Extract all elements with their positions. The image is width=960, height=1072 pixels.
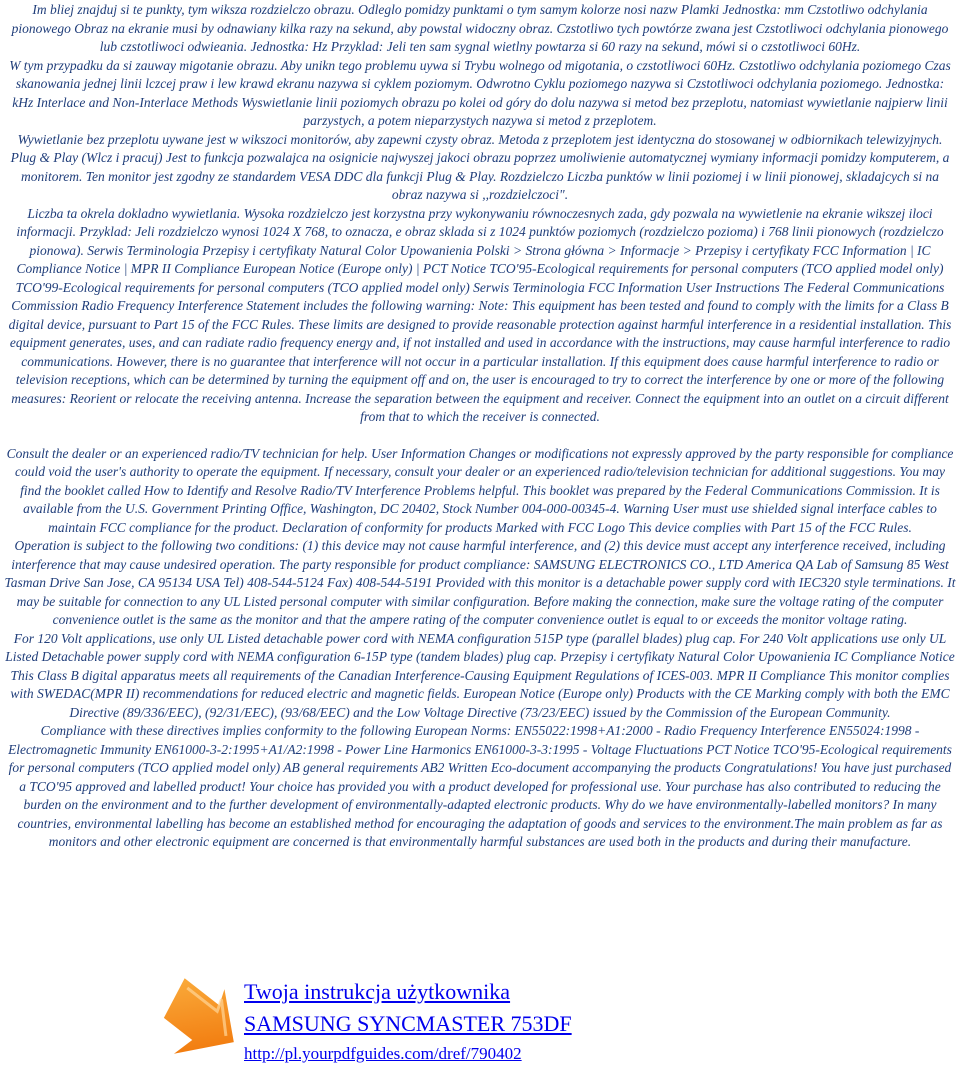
guide-url-link[interactable]: http://pl.yourpdfguides.com/dref/790402 bbox=[244, 1044, 522, 1063]
paragraph-3: Wywietlanie bez przeplotu uywane jest w wikszoci monitorów, aby zapewni czysty obraz. Metoda z przeplotem jest identyczna do stosowanej w odbiornikach telewizyjnych. Plug & Play (Wlcz i pracuj) Jest to funkcja pozwalajca na osignicie najwyszej jakoci obrazu poprzez umoliwienie automatycznej wymiany informacji pomidzy komputerem, a monitorem. Ten monitor jest zgodny ze standardem VESA DDC dla funkcji Plug & Play. Rozdzielczo Liczba punktów w linii poziomej i w linii pionowej, skladajcych si na obraz nazywa si ,,rozdzielczoci". bbox=[10, 131, 950, 202]
paragraph-7: For 120 Volt applications, use only UL Listed detachable power cord with NEMA configuration 515P type (parallel blades) plug cap. For 240 Volt applications use only UL Listed Detachable power supply cord with NEMA configuration 6-15P type (tandem blades) plug cap. Przepisy i certyfikaty Natural Color Upowanienia IC Compliance Notice This Class B digital apparatus meets all requirements of the Canadian Interference-Causing Equipment Regulations of ICES-003. MPR II Compliance This monitor complies with SWEDAC(MPR II) recommendations for reduced electric and magnetic fields. European Notice (Europe only) Products with the CE Marking comply with both the EMC Directive (89/336/EEC), (92/31/EEC), (93/68/EEC) and the Low Voltage Directive (73/23/EEC) issued by the Commission of the European Community. bbox=[5, 630, 955, 720]
paragraph-6: Operation is subject to the following two conditions: (1) this device may not cause harmful interference, and (2) this device must accept any interference received, including interference that may cause undesired operation. The party responsible for product compliance: SAMSUNG ELECTRONICS CO., LTD America QA Lab of Samsung 85 West Tasman Drive San Jose, CA 95134 USA Tel) 408-544-5124 Fax) 408-544-5191 Provided with this monitor is a detachable power supply cord with IEC320 style terminations. It may be suitable for connection to any UL Listed personal computer with similar configuration. Before making the connection, make sure the voltage rating of the computer convenience outlet is the same as the monitor and that the ampere rating of the computer convenience outlet is equal to or exceeds the monitor voltage rating. bbox=[4, 538, 956, 627]
footer-links bbox=[155, 977, 855, 1069]
document-body bbox=[4, 1, 956, 852]
manual-title-link[interactable]: Twoja instrukcja użytkownika bbox=[244, 979, 511, 1004]
paragraph-2: W tym przypadku da si zauway migotanie obrazu. Aby unikn tego problemu uywa si Trybu wolnego od migotania, o czstotliwoci 60Hz. Czstotliwo odchylania poziomego Czas skanowania jednej linii lczcej praw i lew krawd ekranu nazywa si cyklem poziomym. Odwrotno Cyklu poziomego nazywa si Czstotliwoci odchylania poziomego. Jednostka: kHz Interlace and Non-Interlace Methods Wyswietlanie linii poziomych obrazu po kolei od góry do dolu nazywa si metod bez przeplotu, natomiast wywietlanie najpierw linii parzystych, a potem nieparzystych nazywa si metod z przeplotem. bbox=[9, 57, 951, 128]
paragraph-1: Im bliej znajduj si te punkty, tym wiksza rozdzielczo obrazu. Odleglo pomidzy punktami o tym samym kolorze nosi nazw Plamki Jednostka: mm Czstotliwo odchylania pionowego Obraz na ekranie musi by odnawiany kilka razy na sekund, aby powstal widoczny obraz. Czstotliwo tych powtórze zwana jest Czstotliwoci odchylania pionowego lub czstotliwoci odwieania. Jednostka: Hz Przyklad: Jeli ten sam sygnal wietlny powtarza si 60 razy na sekund, mówi si o czstotliwoci 60Hz. bbox=[11, 2, 949, 54]
model-name-link[interactable]: SAMSUNG SYNCMASTER 753DF bbox=[244, 1011, 572, 1036]
paragraph-8: Compliance with these directives implies conformity to the following European Norms: EN55022:1998+A1:2000 - Radio Frequency Interference EN55024:1998 - Electromagnetic Immunity EN61000-3-2:1995+A1/A2:1998 - Power Line Harmonics EN61000-3-3:1995 - Voltage Fluctuations PCT Notice TCO'95-Ecological requirements for personal computers (TCO applied model only) AB general requirements AB2 Written Eco-document accompanying the products Congratulations! You have just purchased a TCO'95 approved and labelled product! Your choice has provided you with a product developed for professional use. Your purchase has also contributed to reducing the burden on the environment and to the further development of environmentally-adapted electronic products. Why do we have environmentally-labelled monitors? In many countries, environmental labelling has become an established method for encouraging the adaptation of goods and services to the environment.The main problem as far as monitors and other electronic equipment are concerned is that environmentally harmful substances are used both in the products and during their manufacture. bbox=[8, 723, 952, 849]
paragraph-5: Consult the dealer or an experienced radio/TV technician for help. User Information Changes or modifications not expressly approved by the party responsible for compliance could void the user's authority to operate the equipment. If necessary, consult your dealer or an experienced radio/television technician for additional suggestions. You may find the booklet called How to Identify and Resolve Radio/TV Interference Problems helpful. This booklet was prepared by the Federal Communications Commission. It is available from the U.S. Government Printing Office, Washington, DC 20402, Stock Number 004-000-00345-4. Warning User must use shielded signal interface cables to maintain FCC compliance for the product. Declaration of conformity for products Marked with FCC Logo This device complies with Part 15 of the FCC Rules. bbox=[6, 445, 954, 535]
orange-arrow-icon bbox=[155, 977, 241, 1069]
footer-link-group bbox=[244, 977, 572, 1065]
paragraph-4: Liczba ta okrela dokladno wywietlania. Wysoka rozdzielczo jest korzystna przy wykonywaniu równoczesnych zada, gdy pozwala na wywietlenie na ekranie wikszej iloci informacji. Przyklad: Jeli rozdzielczo wynosi 1024 X 768, to oznacza, e obraz sklada si z 1024 punktów poziomych (rozdzielczo pozioma) i 768 linii pionowych (rozdzielczo pionowa). Serwis Terminologia Przepisy i certyfikaty Natural Color Upowanienia Polski > Strona główna > Informacje > Przepisy i certyfikaty FCC Information | IC Compliance Notice | MPR II Compliance European Notice (Europe only) | PCT Notice TCO'95-Ecological requirements for personal computers (TCO applied model only) TCO'99-Ecological requirements for personal computers (TCO applied model only) Serwis Terminologia FCC Information User Instructions The Federal Communications Commission Radio Frequency Interference Statement includes the following warning: Note: This equipment has been tested and found to comply with the limits for a Class B digital device, pursuant to Part 15 of the FCC Rules. These limits are designed to provide reasonable protection against harmful interference in a residential installation. This equipment generates, uses, and can radiate radio frequency energy and, if not installed and used in accordance with the instructions, may cause harmful interference to radio communications. However, there is no guarantee that interference will not occur in a particular installation. If this equipment does cause harmful interference to radio or television receptions, which can be determined by turning the equipment off and on, the user is encouraged to try to correct the interference by one or more of the following measures: Reorient or relocate the receiving antenna. Increase the separation between the equipment and receiver. Connect the equipment into an outlet on a circuit different from that to which the receiver is connected. bbox=[8, 205, 952, 424]
